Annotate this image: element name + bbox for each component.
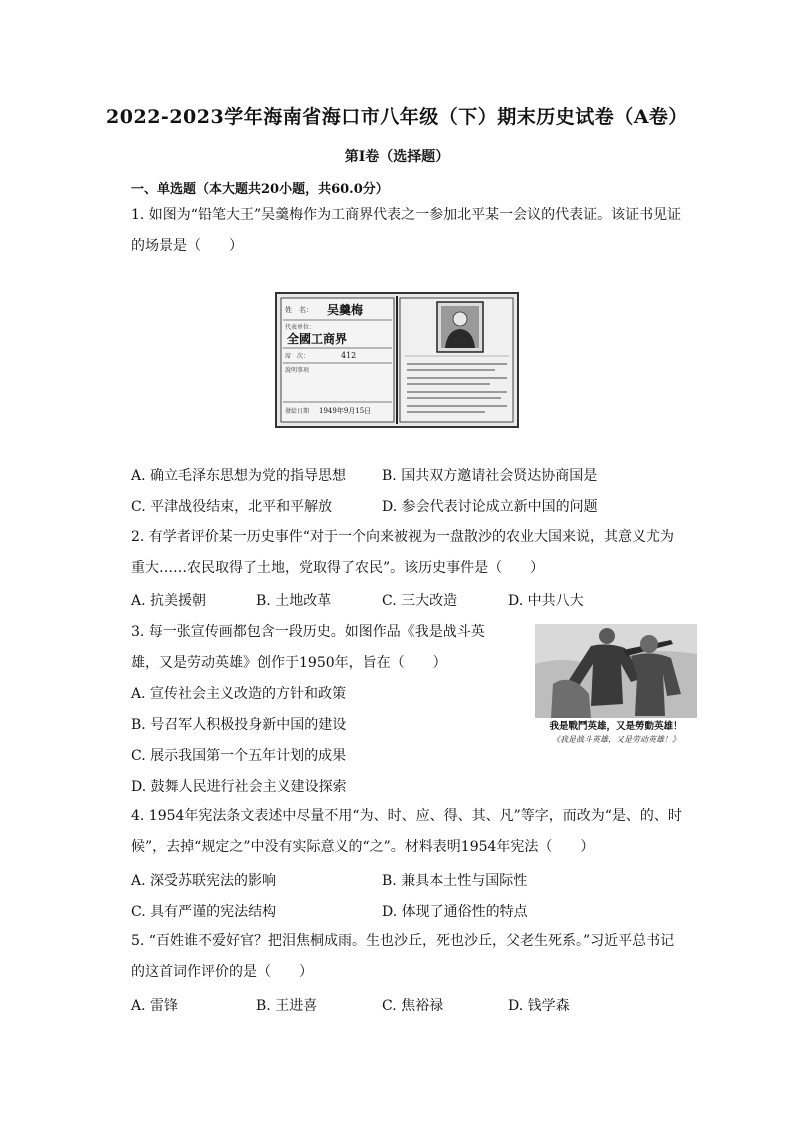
question-3-option-a[interactable]: A. 宣传社会主义改造的方针和政策 (131, 686, 347, 702)
question-3-option-b[interactable]: B. 号召军人积极投身新中国的建设 (131, 717, 347, 733)
question-2-option-d[interactable]: D. 中共八大 (508, 593, 584, 609)
question-2-stem: 2. 有学者评价某一历史事件“对于一个向来被视为一盘散沙的农业大国来说，其意义尤为重大……农民取得了土地，党取得了农民”。该历史事件是（ ） (131, 529, 674, 576)
question-1-stem: 1. 如图为“铅笔大王”吴羹梅作为工商界代表之一参加北平某一会议的代表证。该证书见证的场景是（ ） (131, 207, 682, 254)
cert-seat-value: 412 (341, 351, 357, 360)
question-5-option-c[interactable]: C. 焦裕禄 (382, 998, 444, 1014)
question-5-stem: 5. “百姓谁不爱好官？把泪焦桐成雨。生也沙丘，死也沙丘，父老生死系。”习近平总书记的这首词作评价的是（ ） (131, 933, 675, 980)
delegate-certificate-image (275, 292, 519, 428)
propaganda-poster-image (531, 624, 701, 748)
question-5-option-b[interactable]: B. 王进喜 (256, 998, 318, 1014)
question-3-option-c[interactable]: C. 展示我国第一个五年计划的成果 (131, 748, 347, 764)
cert-portrait-head (453, 312, 467, 326)
cert-seat-label: 席 次： (285, 353, 310, 360)
question-4-option-d[interactable]: D. 体现了通俗性的特点 (382, 904, 528, 920)
question-1-option-b[interactable]: B. 国共双方邀请社会贤达协商国是 (382, 468, 598, 484)
question-5-option-a[interactable]: A. 雷锋 (131, 998, 179, 1014)
cert-remark-label: 說明事項 (285, 367, 310, 374)
poster-soldier-head (599, 628, 615, 644)
question-2-option-b[interactable]: B. 土地改革 (256, 593, 332, 609)
question-3-option-d[interactable]: D. 鼓舞人民进行社会主义建设探索 (131, 779, 347, 795)
question-4-stem: 4. 1954年宪法条文表述中尽量不用“为、时、应、得、其、凡”等字，而改为“是、的、时候”，去掉“规定之”中没有实际意义的“之”。材料表明1954年宪法（ ） (131, 808, 682, 855)
question-4-option-a[interactable]: A. 深受苏联宪法的影响 (131, 873, 277, 889)
cert-unit-label: 代表单位： (285, 324, 316, 331)
question-3-stem: 3. 每一张宣传画都包含一段历史。如图作品《我是战斗英雄，又是劳动英雄》创作于1950年，旨在（ ） (131, 624, 485, 671)
volume-subtitle: 第I卷（选择题） (344, 149, 450, 165)
cert-unit-value: 全國工商界 (287, 332, 348, 346)
question-1-option-c[interactable]: C. 平津战役结束，北平和平解放 (131, 499, 333, 515)
question-2-option-c[interactable]: C. 三大改造 (382, 593, 458, 609)
poster-caption-sub: 《我是战斗英雄，又是劳动英雄！》 (552, 735, 680, 744)
cert-name-value: 吴羹梅 (327, 303, 364, 317)
poster-caption-main: 我是戰鬥英雄，又是勞動英雄！ (549, 721, 683, 732)
question-4-option-b[interactable]: B. 兼具本土性与国际性 (382, 873, 528, 889)
question-2-option-a[interactable]: A. 抗美援朝 (131, 593, 207, 609)
page-title: 2022-2023学年海南省海口市八年级（下）期末历史试卷（A卷） (106, 106, 688, 128)
poster-worker-head (640, 635, 658, 653)
question-1-option-d[interactable]: D. 参会代表讨论成立新中国的问题 (382, 499, 598, 515)
question-1-option-a[interactable]: A. 确立毛泽东思想为党的指导思想 (131, 468, 347, 484)
cert-date-label: 發給日期 (285, 408, 310, 415)
section-heading: 一、单选题（本大题共20小题，共60.0分） (131, 182, 389, 197)
cert-date-value: 1949年9月15日 (319, 407, 372, 415)
question-4-option-c[interactable]: C. 具有严谨的宪法结构 (131, 904, 277, 920)
cert-name-label: 姓 名： (285, 306, 313, 314)
question-5-option-d[interactable]: D. 钱学森 (508, 998, 570, 1014)
